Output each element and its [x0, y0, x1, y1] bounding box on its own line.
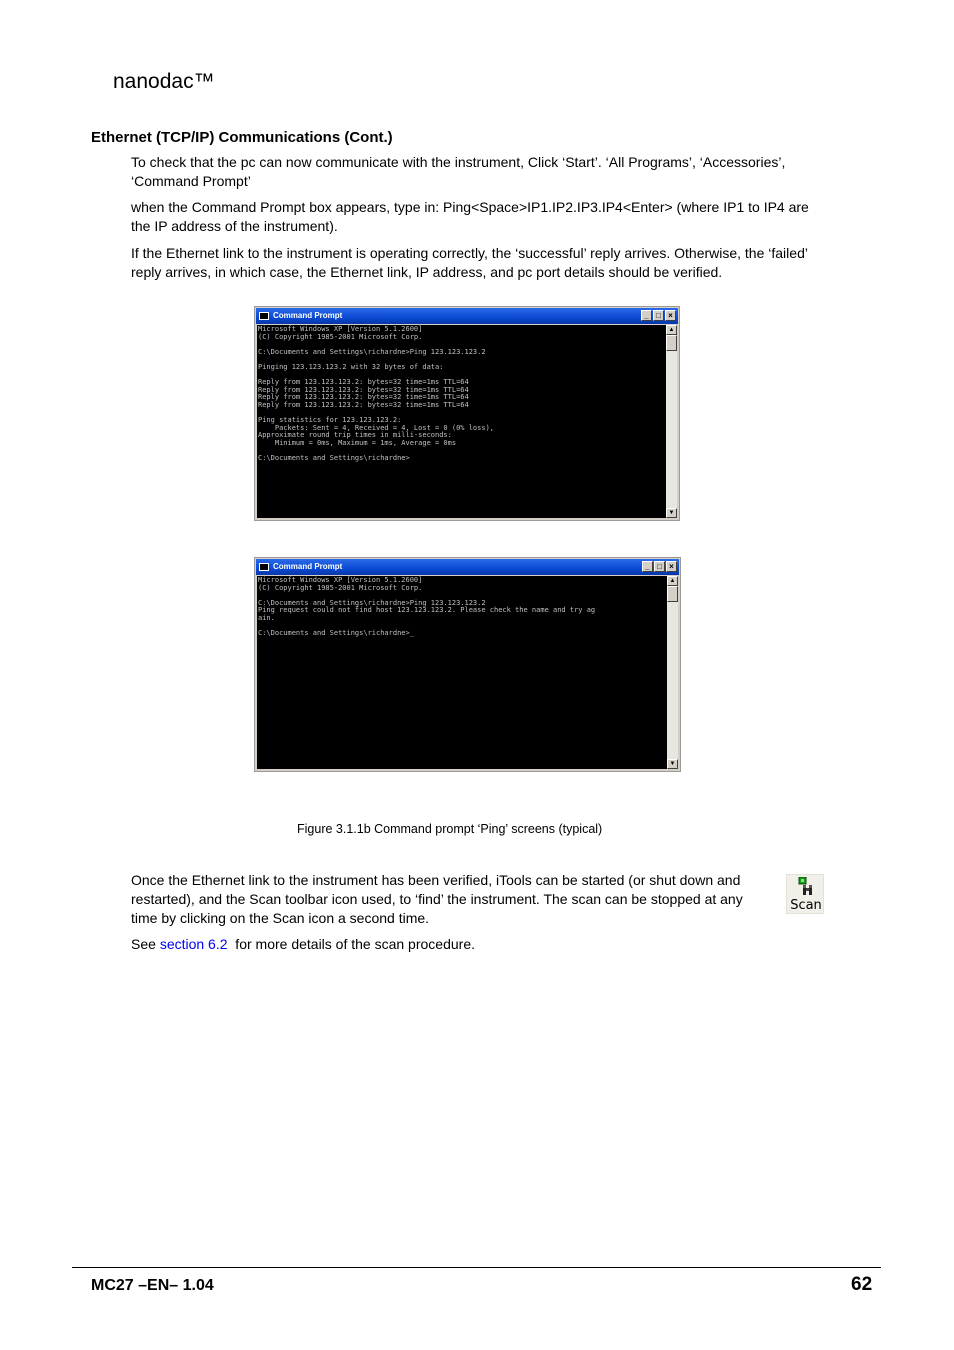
- section-heading: Ethernet (TCP/IP) Communications (Cont.): [91, 129, 393, 146]
- console-output[interactable]: Microsoft Windows XP [Version 5.1.2600] (C) Copyright 1985-2001 Microsoft Corp. C:\Documents and Settings\richardne>Ping 123.123.123.2 Ping request could not find host 123.123.123.2. Please check the name and try ag ain. C:\Documents and Settings\richardne>_: [257, 576, 667, 769]
- window-title: Command Prompt: [273, 562, 343, 571]
- itools-text: Once the Ethernet link to the instrument has been verified, iTools can be started (or shut down and restarted), and the Scan toolbar icon used, to ‘find’ the instrument. The scan can be stopped at any time by clicking on the Scan icon a second time.: [131, 872, 743, 926]
- console-output[interactable]: Microsoft Windows XP [Version 5.1.2600] (C) Copyright 1985-2001 Microsoft Corp. C:\Documents and Settings\richardne>Ping 123.123.123.2 Pinging 123.123.123.2 with 32 bytes of data: Reply from 123.123.123.2: bytes=32 time=1ms TTL=64 Reply from 123.123.123.2: bytes=32 time=1ms TTL=64 Reply from 123.123.123.2: bytes=32 time=1ms TTL=64 Reply from 123.123.123.2: bytes=32 time=1ms TTL=64 Ping statistics for 123.123.123.2: Packets: Sent = 4, Received = 4, Lost = 0 (0% loss), Approximate round trip times in milli-seconds: Minimum = 0ms, Maximum = 1ms, Average = 0ms C:\Documents and Settings\richardne>: [257, 325, 666, 518]
- close-button[interactable]: ×: [665, 310, 676, 321]
- brand-title: nanodac™: [113, 70, 215, 93]
- scroll-down-icon[interactable]: ▼: [667, 759, 678, 769]
- scan-toolbar-button[interactable]: [786, 874, 824, 914]
- minimize-button[interactable]: _: [642, 561, 653, 572]
- scroll-down-icon[interactable]: ▼: [666, 508, 677, 518]
- window-titlebar[interactable]: [256, 559, 679, 575]
- itools-paragraph: [131, 871, 771, 928]
- instruction-start: To check that the pc can now communicate with the instrument, Click ‘Start’. ‘All Programs’, ‘Accessories’, ‘Command Prompt’: [131, 154, 786, 189]
- vertical-scrollbar[interactable]: [666, 325, 677, 518]
- see-suffix: for more details of the scan procedure.: [227, 936, 475, 952]
- intro-paragraph: [131, 153, 821, 191]
- footer-divider: [72, 1267, 881, 1268]
- result-paragraph: [131, 244, 821, 282]
- minimize-button[interactable]: _: [641, 310, 652, 321]
- page-number: 62: [851, 1274, 873, 1295]
- scroll-thumb[interactable]: [667, 586, 678, 602]
- close-button[interactable]: ×: [666, 561, 677, 572]
- see-prefix: See: [131, 936, 160, 952]
- scroll-thumb[interactable]: [666, 335, 677, 351]
- document-number: MC27 –EN– 1.04: [91, 1277, 214, 1294]
- window-title: Command Prompt: [273, 311, 343, 320]
- section-link[interactable]: section 6.2: [159, 936, 228, 952]
- maximize-button[interactable]: □: [654, 561, 665, 572]
- command-prompt-window-success: [254, 306, 680, 521]
- figure-caption: Figure 3.1.1b Command prompt ‘Ping’ screens (typical): [297, 822, 603, 836]
- command-prompt-window-failed: [254, 557, 681, 772]
- command-prompt-icon: [259, 312, 269, 320]
- see-section-line: [131, 935, 821, 954]
- scroll-up-icon[interactable]: ▲: [667, 576, 678, 586]
- instruction-result: If the Ethernet link to the instrument is operating correctly, the ‘successful’ reply arrives. Otherwise, the ‘failed’ reply arrives, in which case, the Ethernet link, IP address, and pc port details should be verified.: [131, 245, 808, 280]
- scroll-up-icon[interactable]: ▲: [666, 325, 677, 335]
- vertical-scrollbar[interactable]: [667, 576, 678, 769]
- instruction-ping: when the Command Prompt box appears, type in: Ping<Space>IP1.IP2.IP3.IP4<Enter> (where IP1 to IP4 are the IP address of the instrument).: [131, 199, 809, 234]
- binoculars-icon: [797, 877, 817, 897]
- window-titlebar[interactable]: [256, 308, 678, 324]
- maximize-button[interactable]: □: [653, 310, 664, 321]
- ping-paragraph: [131, 198, 821, 236]
- see-section-paragraph: [131, 935, 821, 954]
- scan-label: Scan: [790, 898, 822, 913]
- command-prompt-icon: [259, 563, 269, 571]
